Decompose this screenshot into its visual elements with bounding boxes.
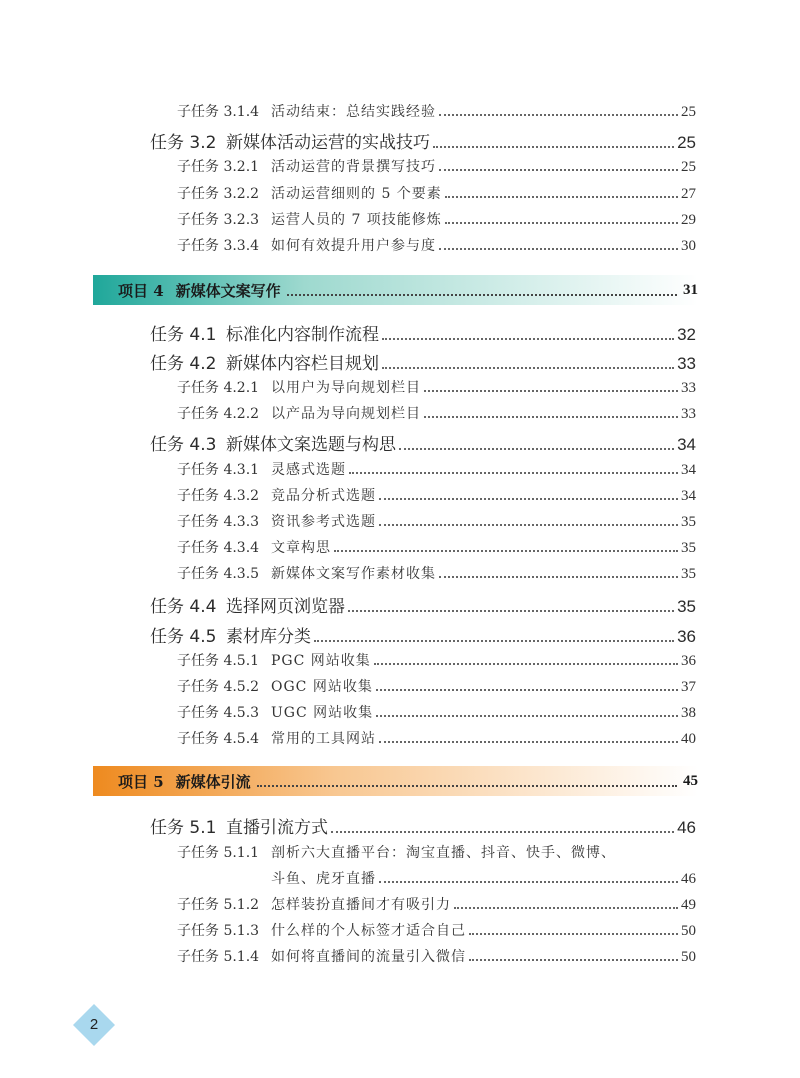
entry-page: 50 [681, 923, 696, 939]
dot-leader [439, 576, 678, 578]
entry-page: 35 [677, 597, 696, 616]
entry-page: 25 [681, 104, 696, 120]
dot-leader [331, 831, 674, 833]
entry-page: 33 [681, 380, 696, 396]
toc-entry-4-1 [150, 320, 696, 345]
entry-label: 子任务 3.2.2 活动运营细则的 5 个要素 [177, 186, 442, 202]
entry-page: 35 [681, 566, 696, 582]
entry-page: 30 [681, 238, 696, 254]
dot-leader [445, 196, 678, 198]
project-label: 项目 5 新媒体引流 [118, 772, 251, 791]
toc-entry-5-1-1-line2 [271, 868, 696, 888]
entry-label: 子任务 4.3.5 新媒体文案写作素材收集 [177, 566, 436, 582]
entry-page: 49 [681, 897, 696, 913]
entry-page: 37 [681, 679, 696, 695]
toc-entry-5-1 [150, 813, 696, 838]
entry-label: 子任务 3.3.4 如何有效提升用户参与度 [177, 238, 436, 254]
toc-entry-4-2 [150, 349, 696, 374]
entry-label: 任务 3.2 新媒体活动运营的实战技巧 [150, 133, 430, 153]
entry-page: 40 [681, 731, 696, 747]
entry-label: 任务 4.5 素材库分类 [150, 627, 311, 647]
toc-entry-3-2 [150, 128, 696, 153]
entry-label: 子任务 4.5.3 UGC 网站收集 [177, 705, 374, 721]
dot-leader [257, 785, 677, 787]
entry-label: 子任务 4.5.2 OGC 网站收集 [177, 679, 373, 695]
toc-entry-4-5-1 [177, 650, 696, 670]
toc-entry-4-5-3 [177, 702, 696, 722]
entry-page: 38 [681, 705, 696, 721]
toc-entry-4-3 [150, 430, 696, 455]
entry-label: 任务 5.1 直播引流方式 [150, 818, 328, 838]
entry-page: 32 [677, 325, 696, 344]
toc-entry-4-3-3 [177, 511, 696, 531]
dot-leader [379, 881, 678, 883]
dot-leader [314, 640, 674, 642]
entry-page: 46 [677, 818, 696, 837]
toc-entry-3-2-3 [177, 209, 696, 229]
entry-label: 子任务 4.3.2 竞品分析式选题 [177, 488, 376, 504]
entry-label: 子任务 3.2.3 运营人员的 7 项技能修炼 [177, 212, 442, 228]
toc-entry-5-1-4 [177, 946, 696, 966]
toc-entry-4-3-2 [177, 485, 696, 505]
entry-page: 34 [681, 488, 696, 504]
dot-leader [445, 222, 678, 224]
dot-leader [454, 907, 678, 909]
entry-page: 25 [677, 133, 696, 152]
entry-page: 33 [681, 406, 696, 422]
project-page: 31 [683, 281, 698, 298]
entry-label: 子任务 4.3.4 文章构思 [177, 540, 331, 556]
dot-leader [469, 959, 678, 961]
entry-label: 子任务 4.5.4 常用的工具网站 [177, 731, 376, 747]
entry-page: 29 [681, 212, 696, 228]
entry-page: 33 [677, 354, 696, 373]
entry-label: 子任务 4.2.2 以产品为导向规划栏目 [177, 406, 421, 422]
dot-leader [334, 550, 678, 552]
entry-label: 子任务 5.1.3 什么样的个人标签才适合自己 [177, 923, 466, 939]
dot-leader [376, 689, 678, 691]
project-page: 45 [683, 772, 698, 789]
dot-leader [469, 933, 678, 935]
entry-label: 斗鱼、虎牙直播 [271, 871, 376, 887]
dot-leader [439, 248, 678, 250]
entry-label: 子任务 5.1.4 如何将直播间的流量引入微信 [177, 949, 466, 965]
entry-label: 子任务 4.2.1 以用户为导向规划栏目 [177, 380, 421, 396]
project-5-heading [93, 766, 698, 796]
toc-entry-4-5-4 [177, 728, 696, 748]
entry-page: 35 [681, 514, 696, 530]
dot-leader [399, 448, 674, 450]
entry-page: 36 [681, 653, 696, 669]
toc-entry-4-5-2 [177, 676, 696, 696]
page-number: 2 [89, 1016, 99, 1033]
toc-entry-4-3-1 [177, 459, 696, 479]
dot-leader [382, 367, 674, 369]
dot-leader [379, 524, 678, 526]
entry-label: 子任务 4.3.3 资讯参考式选题 [177, 514, 376, 530]
toc-entry-5-1-1-line1: 子任务 5.1.1 剖析六大直播平台：淘宝直播、抖音、快手、微博、 [177, 845, 616, 861]
toc-entry-3-2-2 [177, 183, 696, 203]
dot-leader [348, 610, 674, 612]
dot-leader [424, 416, 678, 418]
toc-entry-4-4 [150, 592, 696, 617]
entry-page: 34 [681, 462, 696, 478]
entry-label: 任务 4.1 标准化内容制作流程 [150, 325, 379, 345]
dot-leader [439, 114, 678, 116]
entry-label: 子任务 3.2.1 活动运营的背景撰写技巧 [177, 159, 436, 175]
page-number-badge [72, 1003, 116, 1047]
entry-label: 子任务 4.5.1 PGC 网站收集 [177, 653, 371, 669]
toc-entry-3-2-1 [177, 156, 696, 176]
toc-entry-3-3-4 [177, 235, 696, 255]
toc-entry-4-3-4 [177, 537, 696, 557]
toc-entry-3-1-4 [177, 101, 696, 121]
entry-page: 34 [677, 435, 696, 454]
entry-label: 子任务 5.1.2 怎样装扮直播间才有吸引力 [177, 897, 451, 913]
dot-leader [349, 472, 678, 474]
toc-entry-4-5 [150, 622, 696, 647]
dot-leader [379, 741, 678, 743]
dot-leader [433, 146, 674, 148]
entry-label: 任务 4.2 新媒体内容栏目规划 [150, 354, 379, 374]
entry-page: 35 [681, 540, 696, 556]
toc-entry-4-3-5 [177, 563, 696, 583]
entry-page: 25 [681, 159, 696, 175]
dot-leader [424, 390, 678, 392]
dot-leader [379, 498, 678, 500]
entry-label: 任务 4.4 选择网页浏览器 [150, 597, 345, 617]
toc-entry-4-2-2 [177, 403, 696, 423]
entry-page: 36 [677, 627, 696, 646]
entry-label: 子任务 4.3.1 灵感式选题 [177, 462, 346, 478]
entry-label: 子任务 3.1.4 活动结束：总结实践经验 [177, 104, 436, 120]
entry-label: 任务 4.3 新媒体文案选题与构思 [150, 435, 396, 455]
project-4-heading [93, 275, 698, 305]
entry-page: 50 [681, 949, 696, 965]
toc-entry-5-1-3 [177, 920, 696, 940]
entry-page: 27 [681, 186, 696, 202]
toc-entry-5-1-2 [177, 894, 696, 914]
dot-leader [376, 715, 678, 717]
entry-page: 46 [681, 871, 696, 887]
dot-leader [382, 338, 674, 340]
toc-entry-4-2-1 [177, 377, 696, 397]
dot-leader [374, 663, 678, 665]
dot-leader [439, 169, 678, 171]
project-label: 项目 4 新媒体文案写作 [118, 281, 281, 300]
dot-leader [287, 294, 677, 296]
